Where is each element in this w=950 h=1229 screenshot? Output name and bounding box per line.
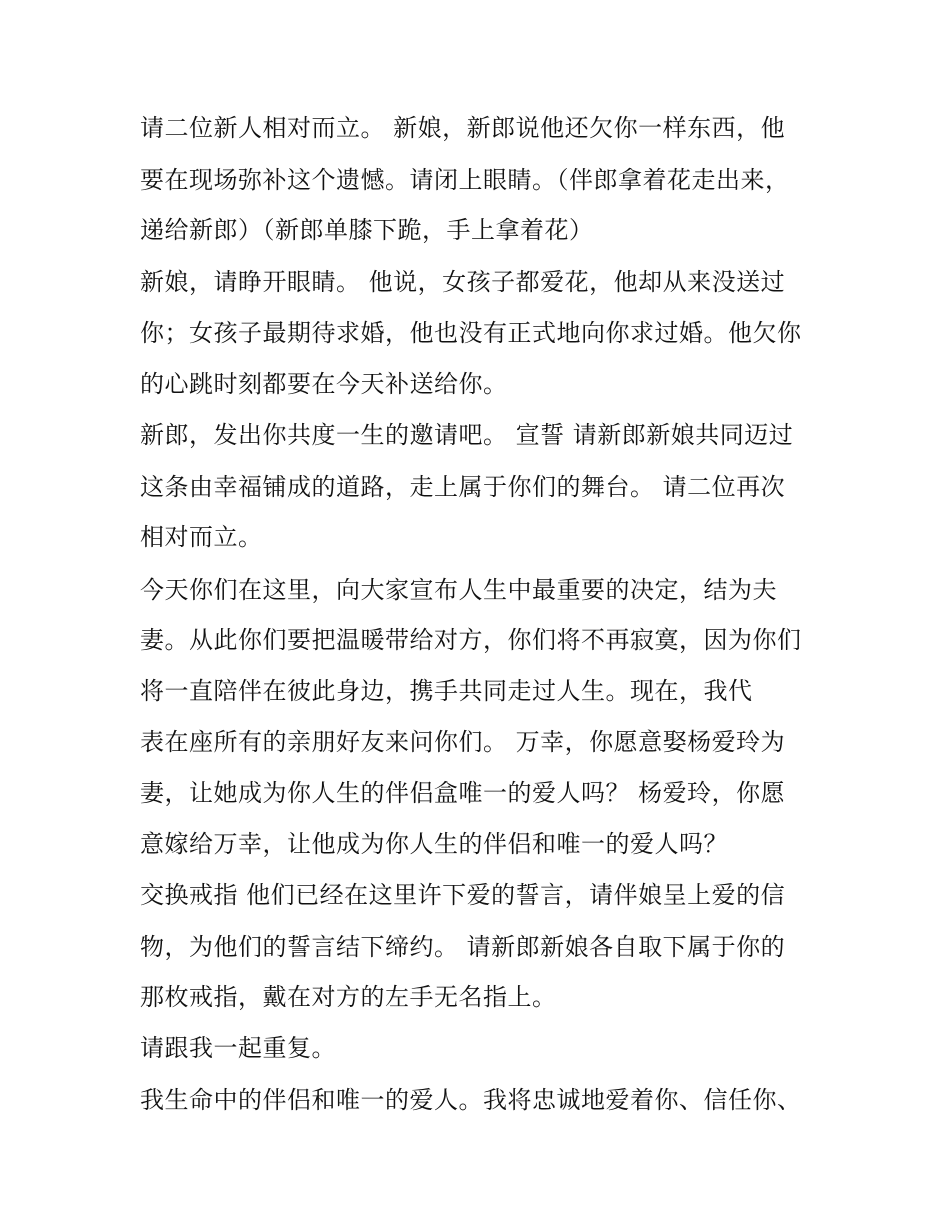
text-line: 递给新郎）（新郎单膝下跪，手上拿着花） [140,216,594,244]
text-line: 相对而立。 [140,523,263,551]
text-line: 新娘，请睁开眼睛。 他说，女孩子都爱花，他却从来没送过 [140,268,786,296]
text-line: 今天你们在这里，向大家宣布人生中最重要的决定，结为夫 [140,576,777,604]
text-line: 将一直陪伴在彼此身边，携手共同走过人生。现在，我代 [140,677,753,705]
text-line: 要在现场弥补这个遗憾。请闭上眼睛。（伴郎拿着花走出来， [140,166,790,194]
text-line: 那枚戒指，戴在对方的左手无名指上。 [140,983,557,1011]
text-line: 我生命中的伴侣和唯一的爱人。我将忠诚地爱着你、信任你、 [140,1086,802,1114]
text-line: 这条由幸福铺成的道路，走上属于你们的舞台。 请二位再次 [140,473,786,501]
text-line: 请跟我一起重复。 [140,1034,336,1062]
text-line: 妻。从此你们要把温暖带给对方，你们将不再寂寞，因为你们 [140,626,802,654]
text-line: 的心跳时刻都要在今天补送给你。 [140,370,508,398]
text-line: 请二位新人相对而立。 新娘，新郎说他还欠你一样东西，他 [140,114,786,142]
text-line: 交换戒指 他们已经在这里许下爱的誓言，请伴娘呈上爱的信 [140,881,786,909]
text-line: 表在座所有的亲朋好友来问你们。 万幸，你愿意娶杨爱玲为 [140,728,786,756]
text-line: 新郎，发出你共度一生的邀请吧。 宣誓 请新郎新娘共同迈过 [140,421,794,449]
text-line: 你；女孩子最期待求婚，他也没有正式地向你求过婚。他欠你 [140,319,802,347]
text-line: 意嫁给万幸，让他成为你人生的伴侣和唯一的爱人吗？ [140,830,728,858]
text-line: 物，为他们的誓言结下缔约。 请新郎新娘各自取下属于你的 [140,933,786,961]
text-line: 妻，让她成为你人生的伴侣盒唯一的爱人吗？ 杨爱玲，你愿 [140,779,786,807]
